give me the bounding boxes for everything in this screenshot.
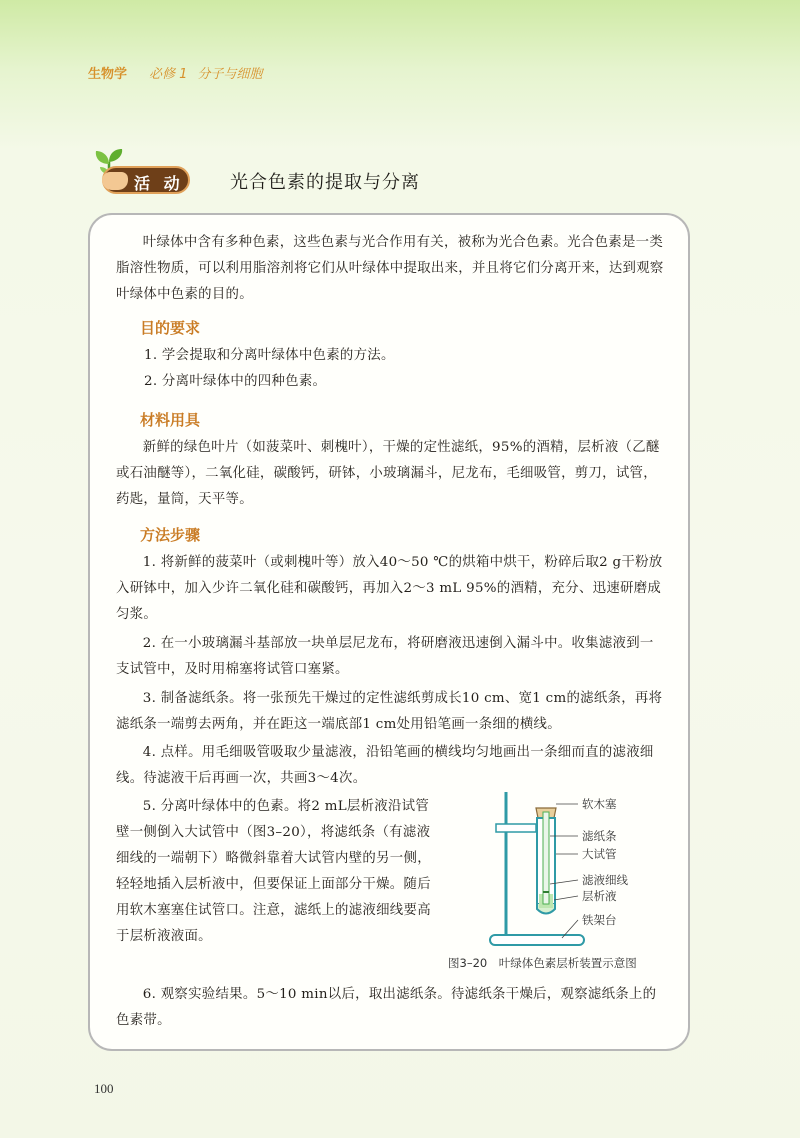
label-filtrate-line: 滤液细线 [582,873,628,887]
steps-heading: 方法步骤 [140,526,201,544]
goal-item: 2. 分离叶绿体中的四种色素。 [144,374,327,389]
header-subject: 生物学 [88,67,128,82]
chromatography-apparatus [432,788,672,958]
step-4: 4. 点样。用毛细吸管吸取少量滤液，沿铅笔画的横线均匀地画出一条细而直的滤液细线。待滤液干后再画一次，共画3～4次。 [116,745,654,786]
running-header [88,63,262,82]
materials-heading: 材料用具 [140,411,201,429]
label-paper-strip: 滤纸条 [582,829,617,843]
activity-banner [88,148,688,198]
header-unit: 分子与细胞 [197,67,263,82]
goal-item: 1. 学会提取和分离叶绿体中色素的方法。 [144,348,395,363]
chromatography-figure [432,788,672,978]
step-6: 6. 观察实验结果。5～10 min以后，取出滤纸条。待滤纸条干燥后，观察滤纸条上的色素带。 [116,987,657,1028]
step-3: 3. 制备滤纸条。将一张预先干燥过的定性滤纸剪成长10 cm、宽1 cm的滤纸条，再将滤纸条一端剪去两角，并在距这一端底部1 cm处用铅笔画一条细的横线。 [116,691,663,732]
label-test-tube: 大试管 [582,847,617,861]
figure-caption: 图3–20 叶绿体色素层析装置示意图 [448,956,637,970]
page-number: 100 [94,1081,114,1096]
label-cork: 软木塞 [582,797,617,811]
activity-badge [102,166,190,194]
activity-label: 活 动 [134,174,184,193]
goals-heading: 目的要求 [140,319,201,337]
step-5: 5. 分离叶绿体中的色素。将2 mL层析液沿试管壁一侧倒入大试管中（图3–20），将滤纸条（有滤液细线的一端朝下）略微斜靠着大试管内壁的另一侧，轻轻地插入层析液中，但要保证上面部分干燥。随后用软木塞塞住试管口。注意，滤纸上的滤液细线要高于层析液液面。 [116,799,431,944]
intro-paragraph: 叶绿体中含有多种色素，这些色素与光合作用有关，被称为光合色素。光合色素是一类脂溶性物质，可以利用脂溶剂将它们从叶绿体中提取出来，并且将它们分离开来，达到观察叶绿体中色素的目的。 [116,235,664,302]
activity-title: 光合色素的提取与分离 [230,172,420,193]
hand-icon [102,172,128,190]
step-1: 1. 将新鲜的菠菜叶（或刺槐叶等）放入40～50 ℃的烘箱中烘干，粉碎后取2 g干粉放入研钵中，加入少许二氧化硅和碳酸钙，再加入2～3 mL 95%的酒精，充分、迅速研磨成匀浆。 [116,555,663,622]
materials-paragraph: 新鲜的绿色叶片（如菠菜叶、刺槐叶），干燥的定性滤纸，95%的酒精，层析液（乙醚或石油醚等），二氧化硅，碳酸钙，研钵，小玻璃漏斗，尼龙布，毛细吸管，剪刀，试管，药匙，量筒，天平等。 [116,440,660,507]
label-solvent: 层析液 [582,889,617,903]
step-2: 2. 在一小玻璃漏斗基部放一块单层尼龙布，将研磨液迅速倒入漏斗中。收集滤液到一支试管中，及时用棉塞将试管口塞紧。 [116,636,654,677]
label-iron-stand: 铁架台 [582,913,617,927]
header-book: 必修 1 [149,67,188,82]
